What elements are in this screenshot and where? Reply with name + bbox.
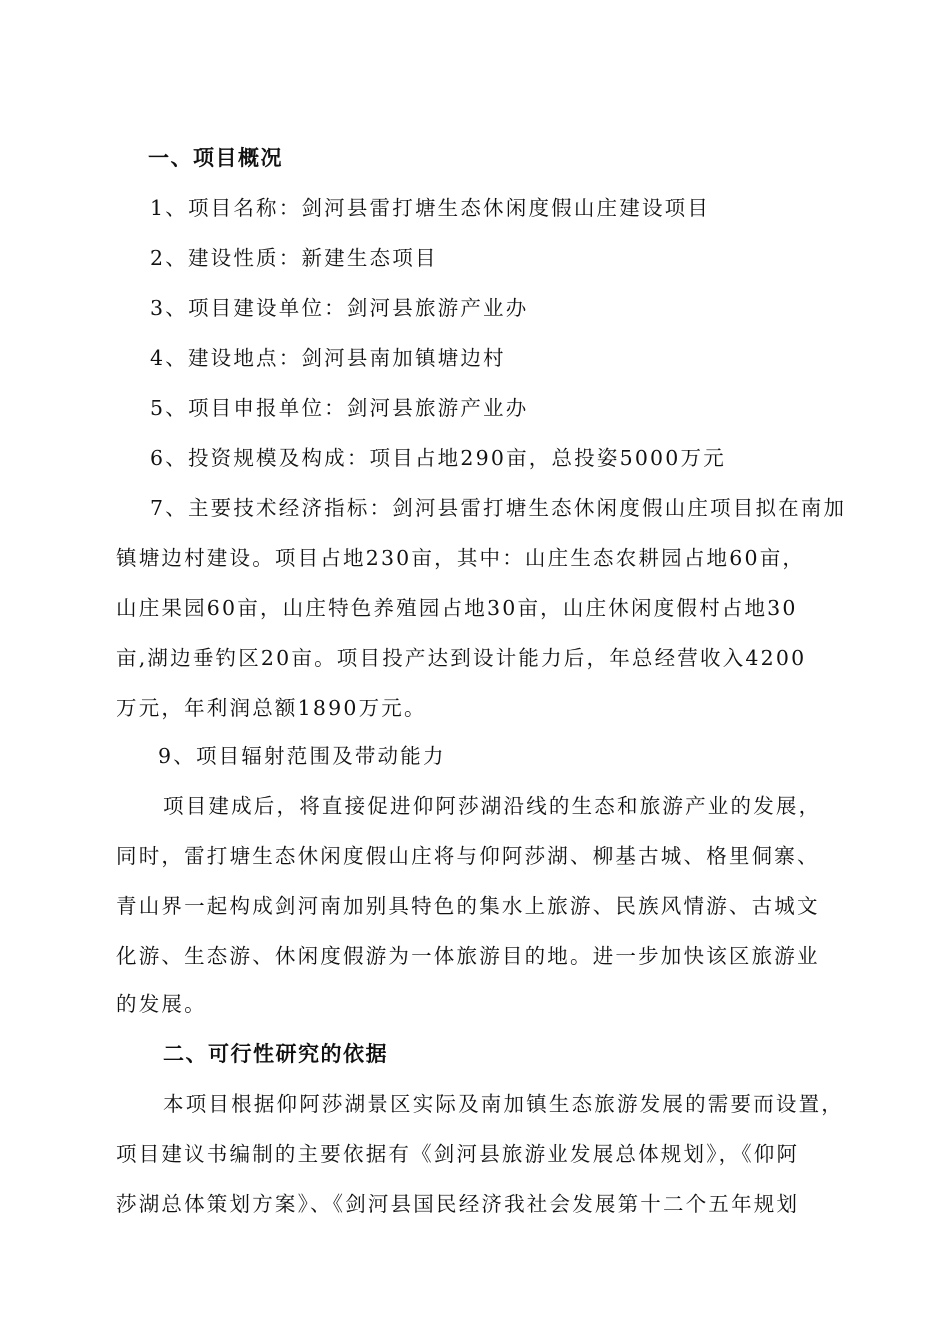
item7-line: 镇塘边村建设。项目占地230亩，其中：山庄生态农耕园占地60亩， bbox=[116, 546, 806, 570]
item9-line: 项目建成后，将直接促进仰阿莎湖沿线的生态和旅游产业的发展， bbox=[163, 794, 822, 818]
item7-line: 7、主要技术经济指标：剑河县雷打塘生态休闲度假山庄项目拟在南加 bbox=[150, 496, 847, 520]
item-construction-nature: 2、建设性质：新建生态项目 bbox=[150, 246, 438, 270]
item9-title: 9、项目辐射范围及带动能力 bbox=[158, 744, 446, 768]
section-heading-overview: 一、项目概况 bbox=[148, 146, 283, 170]
item9-line: 的发展。 bbox=[116, 992, 207, 1016]
item-investment-scale: 6、投资规模及构成：项目占地290亩，总投姿5000万元 bbox=[150, 446, 726, 470]
item-applicant-unit: 5、项目申报单位：剑河县旅游产业办 bbox=[150, 396, 529, 420]
item7-line: 山庄果园60亩，山庄特色养殖园占地30亩，山庄休闲度假村占地30 bbox=[116, 596, 798, 620]
item9-line: 化游、生态游、休闲度假游为一体旅游目的地。进一步加快该区旅游业 bbox=[116, 944, 820, 968]
item-construction-site: 4、建设地点：剑河县南加镇塘边村 bbox=[150, 346, 506, 370]
item-construction-unit: 3、项目建设单位：剑河县旅游产业办 bbox=[150, 296, 529, 320]
item9-line: 青山界一起构成剑河南加别具特色的集水上旅游、民族风情游、古城文 bbox=[116, 894, 820, 918]
item9-line: 同时，雷打塘生态休闲度假山庄将与仰阿莎湖、柳基古城、格里侗寨、 bbox=[116, 844, 820, 868]
item7-line: 万元，年利润总额1890万元。 bbox=[116, 696, 427, 720]
basis-line: 本项目根据仰阿莎湖景区实际及南加镇生态旅游发展的需要而设置， bbox=[163, 1092, 844, 1116]
section-heading-feasibility-basis: 二、可行性研究的依据 bbox=[163, 1042, 388, 1066]
basis-line: 项目建议书编制的主要依据有《剑河县旅游业发展总体规划》，《仰阿 bbox=[116, 1142, 800, 1166]
basis-line: 莎湖总体策划方案》、《剑河县国民经济我社会发展第十二个五年规划 bbox=[116, 1192, 800, 1216]
item-project-name: 1、项目名称：剑河县雷打塘生态休闲度假山庄建设项目 bbox=[150, 196, 711, 220]
item7-line: 亩,湖边垂钓区20亩。项目投产达到设计能力后，年总经营收入4200 bbox=[116, 646, 807, 670]
